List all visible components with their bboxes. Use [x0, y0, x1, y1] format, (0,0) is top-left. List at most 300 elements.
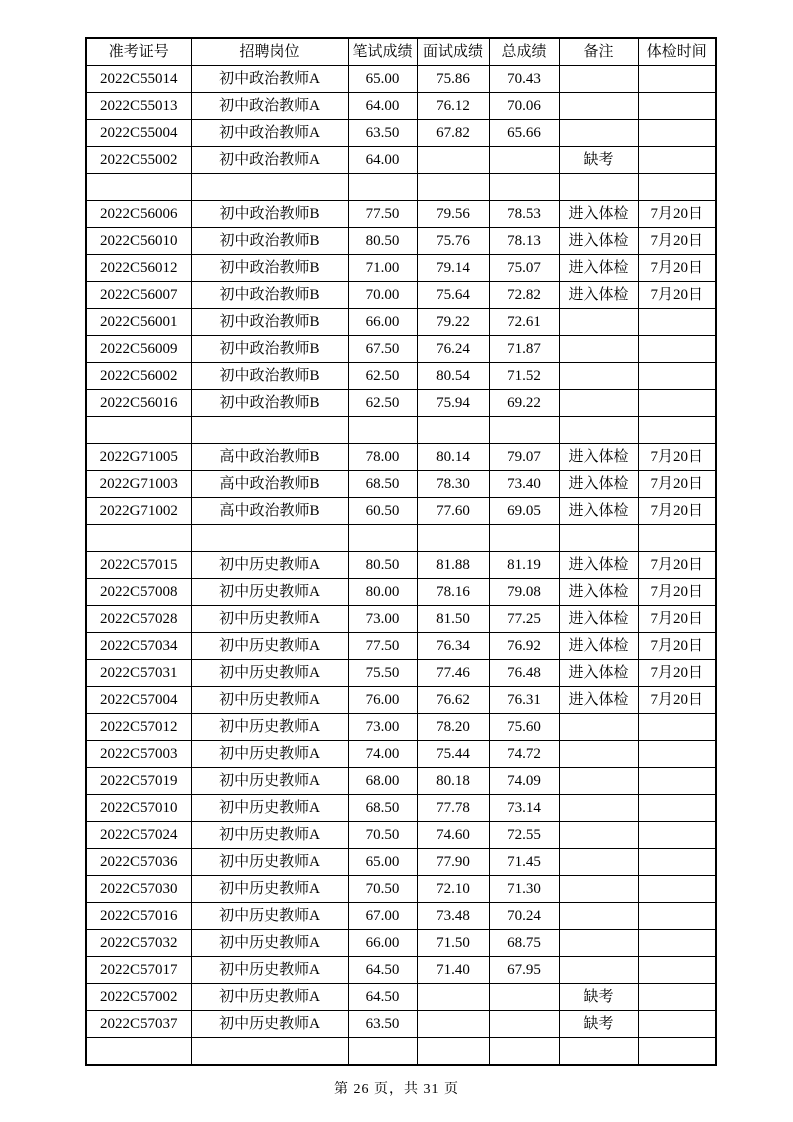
table-cell: 73.40 [489, 471, 559, 498]
table-row [86, 876, 716, 903]
table-cell: 7月20日 [638, 579, 716, 606]
table-cell: 2022C56010 [86, 228, 191, 255]
table-cell [559, 1038, 638, 1066]
table-cell: 73.14 [489, 795, 559, 822]
table-cell: 初中历史教师A [191, 687, 348, 714]
col-header-total-score: 总成绩 [489, 38, 559, 66]
table-row [86, 903, 716, 930]
table-cell [489, 174, 559, 201]
table-row [86, 741, 716, 768]
table-cell: 65.66 [489, 120, 559, 147]
table-cell [638, 849, 716, 876]
table-cell [489, 984, 559, 1011]
table-cell: 7月20日 [638, 660, 716, 687]
table-cell: 2022C56016 [86, 390, 191, 417]
table-cell: 78.00 [348, 444, 417, 471]
table-cell: 7月20日 [638, 255, 716, 282]
table-row [86, 417, 716, 444]
table-cell [638, 363, 716, 390]
table-cell: 初中政治教师B [191, 390, 348, 417]
table-cell: 初中历史教师A [191, 579, 348, 606]
table-cell: 2022C55004 [86, 120, 191, 147]
table-cell: 2022C56006 [86, 201, 191, 228]
table-cell [559, 876, 638, 903]
table-cell [86, 417, 191, 444]
table-cell [417, 174, 489, 201]
table-cell [417, 1038, 489, 1066]
table-cell [638, 525, 716, 552]
table-cell [559, 363, 638, 390]
table-cell: 71.45 [489, 849, 559, 876]
table-cell [559, 714, 638, 741]
table-cell: 78.13 [489, 228, 559, 255]
table-row [86, 471, 716, 498]
table-cell: 80.14 [417, 444, 489, 471]
table-cell: 79.56 [417, 201, 489, 228]
table-cell: 81.19 [489, 552, 559, 579]
table-cell: 75.64 [417, 282, 489, 309]
table-cell: 7月20日 [638, 228, 716, 255]
table-cell: 2022C56009 [86, 336, 191, 363]
table-cell [638, 714, 716, 741]
table-row [86, 390, 716, 417]
table-cell: 69.22 [489, 390, 559, 417]
table-cell: 2022C57016 [86, 903, 191, 930]
table-row [86, 525, 716, 552]
table-cell: 初中政治教师B [191, 228, 348, 255]
table-cell: 76.34 [417, 633, 489, 660]
table-cell [417, 525, 489, 552]
table-cell: 2022C57030 [86, 876, 191, 903]
table-cell [559, 66, 638, 93]
table-cell: 75.94 [417, 390, 489, 417]
table-cell [191, 417, 348, 444]
table-cell [559, 957, 638, 984]
table-cell [489, 1038, 559, 1066]
table-cell: 68.50 [348, 795, 417, 822]
table-cell: 76.00 [348, 687, 417, 714]
table-cell [638, 120, 716, 147]
table-cell: 68.75 [489, 930, 559, 957]
table-row [86, 66, 716, 93]
table-cell: 79.08 [489, 579, 559, 606]
table-cell: 2022C57017 [86, 957, 191, 984]
table-cell: 75.07 [489, 255, 559, 282]
table-cell: 76.31 [489, 687, 559, 714]
table-row [86, 552, 716, 579]
table-cell: 缺考 [559, 147, 638, 174]
table-cell: 2022C56007 [86, 282, 191, 309]
table-cell: 初中历史教师A [191, 633, 348, 660]
table-cell: 71.52 [489, 363, 559, 390]
table-row [86, 606, 716, 633]
table-cell [638, 795, 716, 822]
table-cell: 初中政治教师B [191, 255, 348, 282]
table-cell [559, 822, 638, 849]
table-cell [559, 795, 638, 822]
table-cell [638, 93, 716, 120]
table-cell: 70.43 [489, 66, 559, 93]
table-cell: 进入体检 [559, 201, 638, 228]
table-cell [559, 417, 638, 444]
table-cell: 初中历史教师A [191, 741, 348, 768]
table-cell: 62.50 [348, 390, 417, 417]
table-cell [417, 417, 489, 444]
table-cell: 73.00 [348, 714, 417, 741]
table-cell: 进入体检 [559, 444, 638, 471]
table-cell [638, 957, 716, 984]
table-cell: 初中历史教师A [191, 660, 348, 687]
table-cell: 2022C57012 [86, 714, 191, 741]
table-cell [559, 120, 638, 147]
table-cell: 进入体检 [559, 282, 638, 309]
table-cell: 70.00 [348, 282, 417, 309]
table-cell: 74.72 [489, 741, 559, 768]
table-cell [638, 309, 716, 336]
table-cell [638, 903, 716, 930]
table-cell: 初中政治教师B [191, 363, 348, 390]
table-cell [559, 849, 638, 876]
table-cell: 2022C57003 [86, 741, 191, 768]
table-cell: 初中历史教师A [191, 822, 348, 849]
table-cell [191, 1038, 348, 1066]
table-cell: 初中历史教师A [191, 768, 348, 795]
table-cell: 78.30 [417, 471, 489, 498]
table-row [86, 120, 716, 147]
table-row [86, 687, 716, 714]
table-cell: 72.55 [489, 822, 559, 849]
table-cell [489, 417, 559, 444]
table-cell: 70.06 [489, 93, 559, 120]
table-cell: 进入体检 [559, 471, 638, 498]
table-cell: 初中政治教师A [191, 120, 348, 147]
table-cell: 77.60 [417, 498, 489, 525]
table-cell: 2022C56002 [86, 363, 191, 390]
table-cell [559, 174, 638, 201]
table-cell [559, 93, 638, 120]
table-cell [638, 147, 716, 174]
table-cell: 2022C57008 [86, 579, 191, 606]
table-cell: 67.50 [348, 336, 417, 363]
table-cell: 77.90 [417, 849, 489, 876]
table-cell: 65.00 [348, 66, 417, 93]
table-row [86, 363, 716, 390]
table-cell: 进入体检 [559, 255, 638, 282]
table-cell: 进入体检 [559, 660, 638, 687]
table-row [86, 228, 716, 255]
table-row [86, 444, 716, 471]
table-cell: 64.50 [348, 957, 417, 984]
table-cell: 77.50 [348, 633, 417, 660]
table-cell: 2022C57002 [86, 984, 191, 1011]
table-cell [559, 390, 638, 417]
table-cell: 2022C57034 [86, 633, 191, 660]
table-cell: 初中历史教师A [191, 930, 348, 957]
table-cell: 高中政治教师B [191, 471, 348, 498]
table-cell: 77.50 [348, 201, 417, 228]
table-cell [417, 147, 489, 174]
table-cell [638, 768, 716, 795]
table-cell: 2022C57019 [86, 768, 191, 795]
table-cell [559, 903, 638, 930]
table-cell: 高中政治教师B [191, 498, 348, 525]
table-cell: 71.00 [348, 255, 417, 282]
table-cell: 初中历史教师A [191, 876, 348, 903]
table-cell: 76.48 [489, 660, 559, 687]
table-cell: 67.00 [348, 903, 417, 930]
table-cell: 2022C57036 [86, 849, 191, 876]
table-cell: 进入体检 [559, 687, 638, 714]
table-cell: 2022C57037 [86, 1011, 191, 1038]
exam-results-table [85, 37, 717, 1066]
table-row [86, 579, 716, 606]
table-cell: 77.46 [417, 660, 489, 687]
table-cell: 74.60 [417, 822, 489, 849]
table-cell [638, 741, 716, 768]
table-cell [348, 174, 417, 201]
table-cell: 7月20日 [638, 633, 716, 660]
table-cell: 高中政治教师B [191, 444, 348, 471]
table-cell [638, 930, 716, 957]
table-cell [191, 525, 348, 552]
table-cell: 7月20日 [638, 687, 716, 714]
table-cell: 2022C57010 [86, 795, 191, 822]
table-cell: 7月20日 [638, 498, 716, 525]
table-cell: 7月20日 [638, 282, 716, 309]
table-cell: 64.00 [348, 147, 417, 174]
table-cell [638, 336, 716, 363]
table-row [86, 255, 716, 282]
table-cell: 2022C55014 [86, 66, 191, 93]
table-cell: 进入体检 [559, 606, 638, 633]
table-cell [638, 1011, 716, 1038]
table-cell: 初中政治教师B [191, 336, 348, 363]
table-cell: 76.62 [417, 687, 489, 714]
page-number-footer: 第 26 页，共 31 页 [334, 1082, 459, 1097]
table-cell: 80.54 [417, 363, 489, 390]
col-header-interview-score: 面试成绩 [417, 38, 489, 66]
table-cell: 81.88 [417, 552, 489, 579]
table-cell: 75.44 [417, 741, 489, 768]
table-row [86, 714, 716, 741]
table-cell [489, 147, 559, 174]
table-cell [559, 768, 638, 795]
table-cell: 2022C57032 [86, 930, 191, 957]
table-cell: 2022C55002 [86, 147, 191, 174]
table-cell: 7月20日 [638, 606, 716, 633]
table-cell [638, 822, 716, 849]
col-header-checkup-time: 体检时间 [638, 38, 716, 66]
table-cell: 66.00 [348, 930, 417, 957]
table-cell: 7月20日 [638, 201, 716, 228]
table-cell: 72.10 [417, 876, 489, 903]
col-header-position: 招聘岗位 [191, 38, 348, 66]
table-cell: 初中政治教师B [191, 201, 348, 228]
table-cell: 75.50 [348, 660, 417, 687]
table-row [86, 1011, 716, 1038]
table-cell: 初中历史教师A [191, 606, 348, 633]
table-cell: 63.50 [348, 1011, 417, 1038]
table-row [86, 498, 716, 525]
table-cell: 初中历史教师A [191, 849, 348, 876]
table-cell: 60.50 [348, 498, 417, 525]
table-cell: 75.76 [417, 228, 489, 255]
table-row [86, 660, 716, 687]
table-cell [348, 417, 417, 444]
table-cell [638, 174, 716, 201]
table-cell: 64.00 [348, 93, 417, 120]
table-cell: 2022G71002 [86, 498, 191, 525]
table-row [86, 336, 716, 363]
table-row [86, 282, 716, 309]
table-row [86, 147, 716, 174]
table-cell: 63.50 [348, 120, 417, 147]
table-cell: 68.00 [348, 768, 417, 795]
table-cell: 初中政治教师B [191, 282, 348, 309]
table-cell [559, 336, 638, 363]
table-cell: 初中历史教师A [191, 714, 348, 741]
table-cell: 73.00 [348, 606, 417, 633]
table-cell [417, 1011, 489, 1038]
table-row [86, 957, 716, 984]
table-cell: 2022C56001 [86, 309, 191, 336]
table-cell: 初中政治教师A [191, 147, 348, 174]
table-cell: 进入体检 [559, 579, 638, 606]
table-cell: 71.50 [417, 930, 489, 957]
table-cell: 2022G71005 [86, 444, 191, 471]
table-row [86, 1038, 716, 1066]
table-cell: 72.61 [489, 309, 559, 336]
table-cell: 初中历史教师A [191, 957, 348, 984]
table-cell: 2022C57028 [86, 606, 191, 633]
table-cell: 78.20 [417, 714, 489, 741]
table-cell [86, 525, 191, 552]
col-header-written-score: 笔试成绩 [348, 38, 417, 66]
table-cell: 66.00 [348, 309, 417, 336]
table-cell: 初中政治教师A [191, 93, 348, 120]
table-cell: 初中历史教师A [191, 1011, 348, 1038]
table-cell: 67.82 [417, 120, 489, 147]
table-cell: 70.50 [348, 876, 417, 903]
table-cell [638, 390, 716, 417]
table-cell: 进入体检 [559, 552, 638, 579]
table-cell: 64.50 [348, 984, 417, 1011]
table-row [86, 309, 716, 336]
table-cell: 78.53 [489, 201, 559, 228]
table-cell: 75.86 [417, 66, 489, 93]
table-cell: 79.14 [417, 255, 489, 282]
table-cell: 缺考 [559, 1011, 638, 1038]
table-cell: 77.78 [417, 795, 489, 822]
table-cell [638, 1038, 716, 1066]
table-cell: 80.18 [417, 768, 489, 795]
table-cell [191, 174, 348, 201]
table-cell: 7月20日 [638, 552, 716, 579]
table-cell [86, 1038, 191, 1066]
table-body [86, 66, 716, 1066]
table-cell: 79.07 [489, 444, 559, 471]
table-cell: 2022C57004 [86, 687, 191, 714]
table-cell: 初中历史教师A [191, 795, 348, 822]
table-cell [348, 1038, 417, 1066]
table-cell: 67.95 [489, 957, 559, 984]
table-row [86, 930, 716, 957]
table-cell: 70.50 [348, 822, 417, 849]
table-cell: 68.50 [348, 471, 417, 498]
table-cell [489, 1011, 559, 1038]
table-header-row [86, 38, 716, 66]
table-cell: 进入体检 [559, 498, 638, 525]
table-cell: 76.24 [417, 336, 489, 363]
table-cell: 76.92 [489, 633, 559, 660]
table-cell: 78.16 [417, 579, 489, 606]
table-cell [559, 309, 638, 336]
table-row [86, 768, 716, 795]
table-cell: 71.87 [489, 336, 559, 363]
table-cell: 初中历史教师A [191, 984, 348, 1011]
table-cell [559, 930, 638, 957]
table-cell: 初中历史教师A [191, 552, 348, 579]
table-cell: 73.48 [417, 903, 489, 930]
table-row [86, 822, 716, 849]
table-cell: 74.00 [348, 741, 417, 768]
table-cell: 进入体检 [559, 228, 638, 255]
table-cell [559, 741, 638, 768]
table-cell: 71.30 [489, 876, 559, 903]
table-cell: 69.05 [489, 498, 559, 525]
table-cell [638, 417, 716, 444]
table-cell: 72.82 [489, 282, 559, 309]
table-cell: 初中政治教师B [191, 309, 348, 336]
table-cell: 进入体检 [559, 633, 638, 660]
table-cell [417, 984, 489, 1011]
table-cell [638, 984, 716, 1011]
table-cell: 79.22 [417, 309, 489, 336]
table-cell: 75.60 [489, 714, 559, 741]
table-row [86, 633, 716, 660]
table-cell: 76.12 [417, 93, 489, 120]
table-cell: 77.25 [489, 606, 559, 633]
table-cell: 2022C57015 [86, 552, 191, 579]
table-row [86, 201, 716, 228]
table-cell: 65.00 [348, 849, 417, 876]
table-row [86, 93, 716, 120]
table-cell: 2022C56012 [86, 255, 191, 282]
table-cell: 2022G71003 [86, 471, 191, 498]
table-cell: 74.09 [489, 768, 559, 795]
table-cell: 62.50 [348, 363, 417, 390]
table-cell: 80.00 [348, 579, 417, 606]
table-cell: 缺考 [559, 984, 638, 1011]
table-cell [348, 525, 417, 552]
table-cell: 初中政治教师A [191, 66, 348, 93]
table-cell: 80.50 [348, 552, 417, 579]
table-cell: 2022C57024 [86, 822, 191, 849]
table-cell: 2022C55013 [86, 93, 191, 120]
table-cell [638, 66, 716, 93]
table-cell [86, 174, 191, 201]
table-cell: 7月20日 [638, 471, 716, 498]
table-row [86, 174, 716, 201]
table-cell: 71.40 [417, 957, 489, 984]
col-header-remarks: 备注 [559, 38, 638, 66]
table-cell: 7月20日 [638, 444, 716, 471]
table-cell [489, 525, 559, 552]
table-cell: 初中历史教师A [191, 903, 348, 930]
table-cell [559, 525, 638, 552]
col-header-admission-number: 准考证号 [86, 38, 191, 66]
table-row [86, 984, 716, 1011]
